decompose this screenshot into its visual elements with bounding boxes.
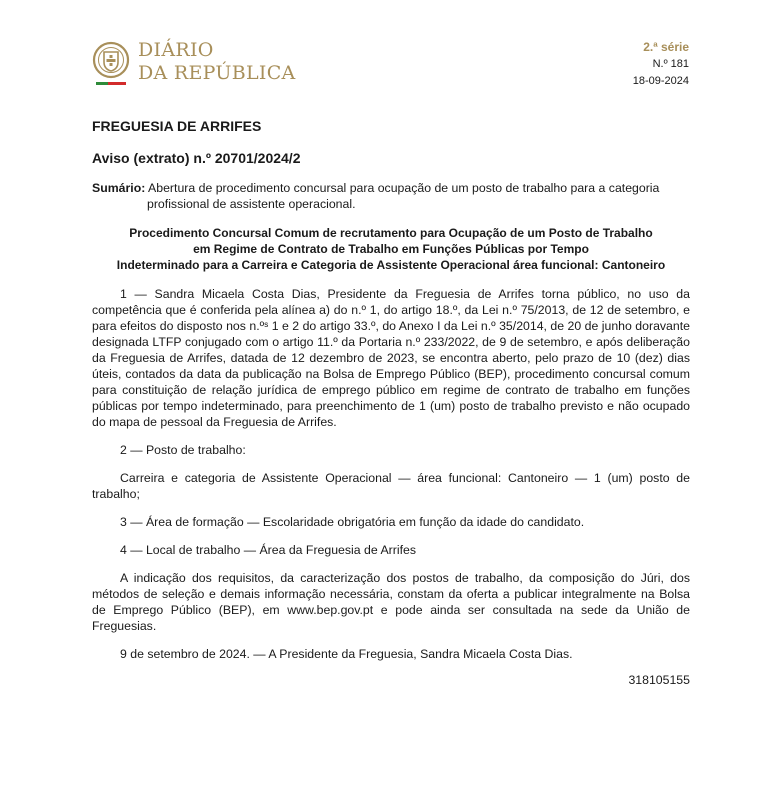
issue-date: 18-09-2024 <box>632 75 689 87</box>
procedure-title <box>92 225 690 273</box>
issue-number: N.º 181 <box>652 58 689 70</box>
flag-green-stripe <box>96 82 108 85</box>
reference-number: 318105155 <box>628 673 690 687</box>
procedure-title-line-1: Procedimento Concursal Comum de recrutamento para Ocupação de um Posto de Trabalho <box>129 226 653 240</box>
page-header <box>0 0 781 100</box>
paragraph-3: Carreira e categoria de Assistente Operacional — área funcional: Cantoneiro — 1 (um) posto de trabalho; <box>92 471 690 501</box>
procedure-title-line-3: Indeterminado para a Carreira e Categoria de Assistente Operacional área funcional: Cantoneiro <box>116 258 666 272</box>
entity-name: FREGUESIA DE ARRIFES <box>92 118 262 134</box>
flag-red-stripe <box>108 82 126 85</box>
coat-of-arms-icon <box>92 40 130 82</box>
summary-label: Sumário: <box>92 181 146 195</box>
flag-stripe <box>96 82 126 85</box>
paragraph-2: 2 — Posto de trabalho: <box>120 443 246 457</box>
paragraph-1: 1 — Sandra Micaela Costa Dias, Presidente da Freguesia de Arrifes torna público, no uso da competência que é conferida pela alínea a) do n.º 1, do artigo 18.º, da Lei n.º 75/2013, de 12 de setembro, e para efeitos do disposto nos n.ºˢ 1 e 2 do artigo 33.º, do Anexo I da Lei n.º 35/2014, de 20 de junho doravante designada LTFP conjugado com o artigo 11.º da Portaria n.º 233/2022, de 9 de setembro, e após deliberação da Freguesia de Arrifes, datada de 12 dezembro de 2023, se encontra aberto, pelo prazo de 10 (dez) dias úteis, contados da data da publicação na Bolsa de Emprego Público (BEP), procedimento concursal comum para constituição de relação jurídica de emprego público em regime de contrato de trabalho em funções públicas por tempo indeterminado, para preenchimento de 1 (um) posto de trabalho previsto e não ocupado do mapa de pessoal da Freguesia de Arrifes. <box>92 287 690 429</box>
serie-label: 2.ª série <box>643 40 689 54</box>
summary-text: Abertura de procedimento concursal para ocupação de um posto de trabalho para a categoria profissional de assistente operacional. <box>147 181 660 211</box>
brand-wordmark <box>138 39 296 85</box>
brand-line-1: DIÁRIO <box>138 39 214 61</box>
summary <box>92 180 690 212</box>
notice-title: Aviso (extrato) n.º 20701/2024/2 <box>92 150 301 166</box>
issue-metadata <box>633 39 689 90</box>
paragraph-6: A indicação dos requisitos, da caracterização dos postos de trabalho, da composição do Júri, dos métodos de seleção e demais informação necessária, constam da oferta a publicar integralmente na Bolsa de Emprego Público (BEP), em www.bep.gov.pt e pode ainda ser consultada na sede da União de Freguesias. <box>92 571 690 633</box>
paragraph-4: 3 — Área de formação — Escolaridade obrigatória em função da idade do candidato. <box>120 515 585 529</box>
procedure-title-line-2: em Regime de Contrato de Trabalho em Funções Públicas por Tempo <box>193 242 589 256</box>
paragraph-5: 4 — Local de trabalho — Área da Freguesia de Arrifes <box>120 543 416 557</box>
brand-line-2: DA REPÚBLICA <box>138 62 296 84</box>
document-body <box>92 118 690 688</box>
paragraph-7-signature: 9 de setembro de 2024. — A Presidente da Freguesia, Sandra Micaela Costa Dias. <box>120 647 573 661</box>
